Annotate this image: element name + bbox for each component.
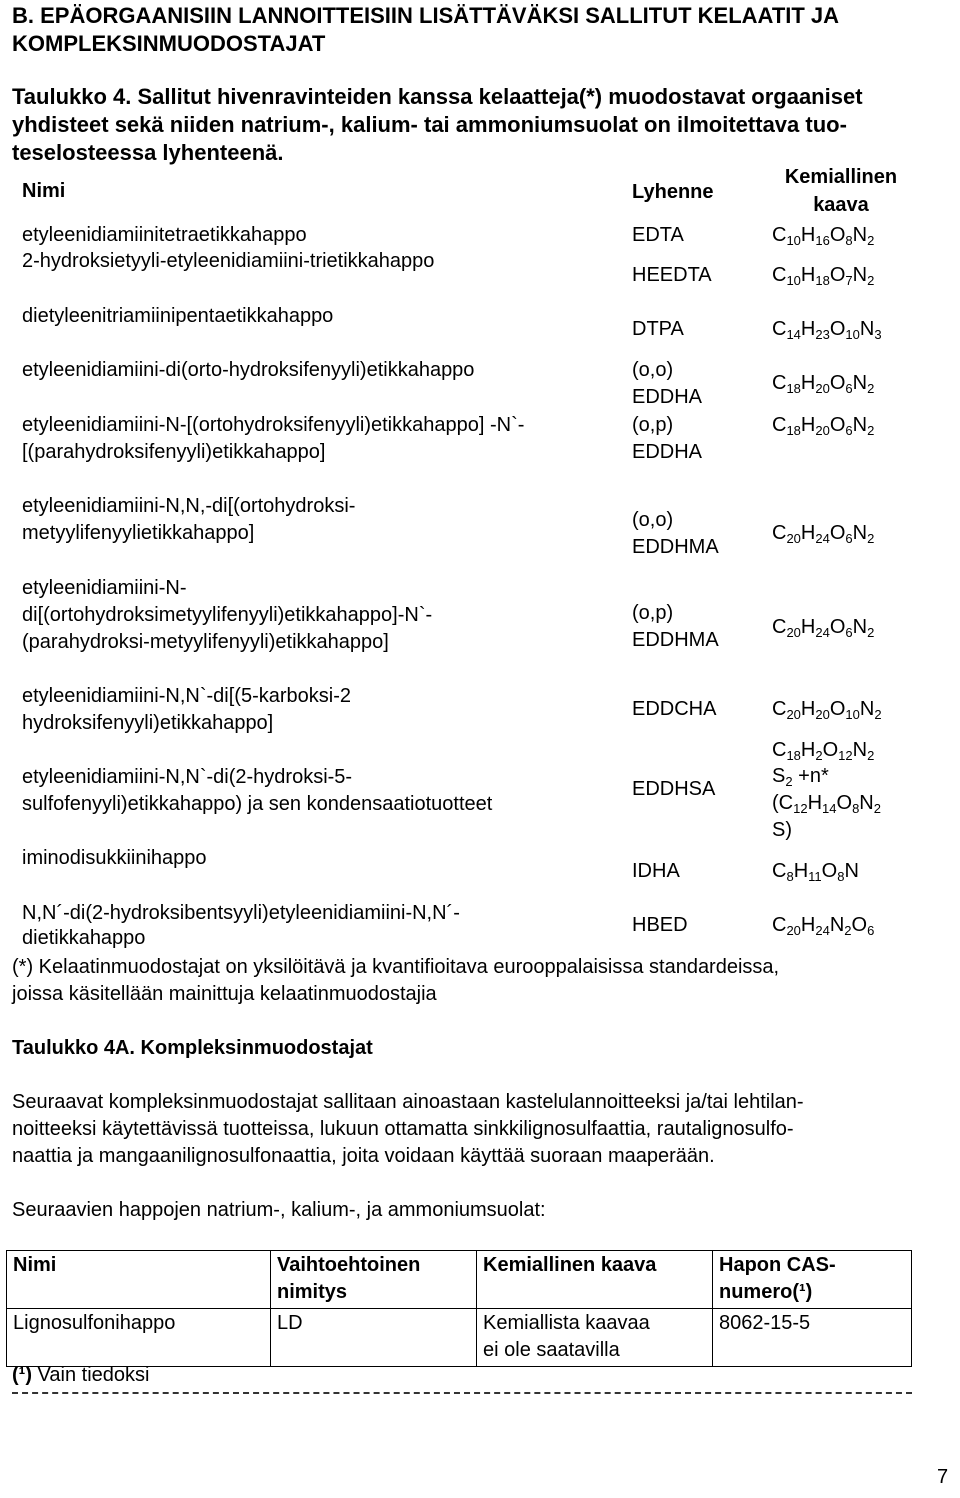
header-alt-name: Vaihtoehtoinen nimitys xyxy=(271,1251,477,1309)
table4-formula: $S_2 +n*$ xyxy=(772,765,829,789)
table4-name: (parahydroksi-metyylifenyyli)etikkahappo] xyxy=(22,631,389,653)
table-header-row xyxy=(7,1251,912,1309)
table4-caption-line-1: Taulukko 4. Sallitut hivenravinteiden kanssa kelaatteja(*) muodostavat orgaaniset xyxy=(12,84,863,109)
table4-abbr: HBED xyxy=(632,914,688,936)
table4-formula: $C_{20}H_{24}O_6N_2$ xyxy=(772,616,875,640)
table4-formula: $C_{20}H_{24}N_2O_6$ xyxy=(772,914,875,938)
table4-name: etyleenidiamiini-N- xyxy=(22,577,187,599)
table4-formula: $C_8H_{11}O_8N$ xyxy=(772,860,859,884)
table4-name: di[(ortohydroksimetyylifenyyli)etikkahappo]-N`- xyxy=(22,604,433,626)
table4-footnote-line-2: joissa käsitellään mainittuja kelaatinmuodostajia xyxy=(12,983,437,1005)
table4-abbr: EDDHSA xyxy=(632,778,716,800)
table4-abbr: EDDHA xyxy=(632,386,703,408)
dashed-separator xyxy=(12,1392,912,1394)
cell-cas: 8062-15-5 xyxy=(713,1309,912,1367)
table4-name: etyleenidiamiini-N-[(ortohydroksifenyyli)etikkahappo] -N`- xyxy=(22,414,525,436)
table4-header-formula-line-2: kaava xyxy=(813,194,869,216)
footnote-mark: (¹) xyxy=(12,1364,32,1386)
table4a-caption: Taulukko 4A. Kompleksinmuodostajat xyxy=(12,1037,373,1059)
table4-name: [(parahydroksifenyyli)etikkahappo] xyxy=(22,441,326,463)
table4-abbr: (o,p) xyxy=(632,602,674,624)
header-cas: Hapon CAS- numero(¹) xyxy=(713,1251,912,1309)
table4-abbr: (o,o) xyxy=(632,509,674,531)
table4-name: 2-hydroksietyyli-etyleenidiamiini-trietikkahappo xyxy=(22,250,435,272)
table4-caption-line-3: teselosteessa lyhenteenä. xyxy=(12,140,284,165)
table4-formula: $C_{20}H_{20}O_{10}N_2$ xyxy=(772,698,882,722)
table4-formula: $C_{18}H_{20}O_6N_2$ xyxy=(772,414,875,438)
table4a-footnote xyxy=(12,1361,149,1389)
table4-abbr: EDDHA xyxy=(632,441,703,463)
table4-name: etyleenidiamiini-N,N`-di(2-hydroksi-5- xyxy=(22,766,353,788)
table4-formula: ($C_{12}H_{14}O_8N_2$ xyxy=(772,792,881,816)
table4-name: dietyleenitriamiinipentaetikkahappo xyxy=(22,305,334,327)
table4-name: metyylifenyylietikkahappo] xyxy=(22,522,255,544)
page-number: 7 xyxy=(937,1466,949,1488)
cell-formula: Kemiallista kaavaa ei ole saatavilla xyxy=(477,1309,713,1367)
table4-formula: $C_{10}H_{18}O_7N_2$ xyxy=(772,264,875,288)
table4-abbr: (o,o) xyxy=(632,359,674,381)
table4-footnote-line-1: (*) Kelaatinmuodostajat on yksilöitävä ja kvantifioitava eurooppalaisissa standardeissa, xyxy=(12,956,780,978)
section-heading-line-2: KOMPLEKSINMUODOSTAJAT xyxy=(12,31,326,56)
table4-name: hydroksifenyyli)etikkahappo] xyxy=(22,712,274,734)
table4-formula: $C_{18}H_{20}O_6N_2$ xyxy=(772,372,875,396)
table4-formula: $C_{10}H_{16}O_8N_2$ xyxy=(772,224,875,248)
table4-name: etyleenidiamiini-N,N,-di[(ortohydroksi- xyxy=(22,495,356,517)
table4-name: etyleenidiamiinitetraetikkahappo xyxy=(22,224,307,246)
table4-formula: $C_{20}H_{24}O_6N_2$ xyxy=(772,522,875,546)
footnote-text: Vain tiedoksi xyxy=(31,1364,150,1386)
table4-formula: $C_{14}H_{23}O_{10}N_3$ xyxy=(772,318,882,342)
table4-header-abbr: Lyhenne xyxy=(632,181,714,203)
table4a-intro-line-2: noitteeksi käytettävissä tuotteissa, lukuun ottamatta sinkkilignosulfaattia, rautalignosulfo- xyxy=(12,1118,794,1140)
header-name: Nimi xyxy=(7,1251,271,1309)
table4-abbr: EDTA xyxy=(632,224,684,246)
table4-formula: $C_{18}H_2O_{12}N_2$ xyxy=(772,739,875,763)
table-row xyxy=(7,1309,912,1367)
table4-abbr: (o,p) xyxy=(632,414,674,436)
table4-name: etyleenidiamiini-di(orto-hydroksifenyyli)etikkahappo xyxy=(22,359,475,381)
table4-formula: S) xyxy=(772,819,792,841)
table4-abbr: IDHA xyxy=(632,860,680,882)
table4-name: dietikkahappo xyxy=(22,927,146,949)
table4-abbr: EDDHMA xyxy=(632,536,719,558)
cell-alt-name: LD xyxy=(271,1309,477,1367)
table4-header-formula-line-1: Kemiallinen xyxy=(784,166,898,188)
table4-abbr: DTPA xyxy=(632,318,684,340)
table4-name: iminodisukkiinihappo xyxy=(22,847,207,869)
table4-abbr: HEEDTA xyxy=(632,264,712,286)
section-heading-line-1: B. EPÄORGAANISIIN LANNOITTEISIIN LISÄTTÄVÄKSI SALLITUT KELAATIT JA xyxy=(12,3,840,28)
table4a-intro-line-1: Seuraavat kompleksinmuodostajat sallitaan ainoastaan kastelulannoitteeksi ja/tai lehtilan- xyxy=(12,1091,804,1113)
table4-caption-line-2: yhdisteet sekä niiden natrium-, kalium- tai ammoniumsuolat on ilmoitettava tuo- xyxy=(12,112,847,137)
table4-header-name: Nimi xyxy=(22,180,66,202)
table4a-salts-line: Seuraavien happojen natrium-, kalium-, ja ammoniumsuolat: xyxy=(12,1199,546,1221)
header-formula: Kemiallinen kaava xyxy=(477,1251,713,1309)
cell-name: Lignosulfonihappo xyxy=(7,1309,271,1367)
table4-abbr: EDDCHA xyxy=(632,698,717,720)
table4-abbr: EDDHMA xyxy=(632,629,719,651)
complexing-agents-table xyxy=(6,1250,912,1367)
table4-name: sulfofenyyli)etikkahappo) ja sen kondensaatiotuotteet xyxy=(22,793,493,815)
table4-name: N,N´-di(2-hydroksibentsyyli)etyleenidiamiini-N,N´- xyxy=(22,902,460,924)
table4-name: etyleenidiamiini-N,N`-di[(5-karboksi-2 xyxy=(22,685,351,707)
table4a-intro-line-3: naattia ja mangaanilignosulfonaattia, joita voidaan käyttää suoraan maaperään. xyxy=(12,1145,715,1167)
